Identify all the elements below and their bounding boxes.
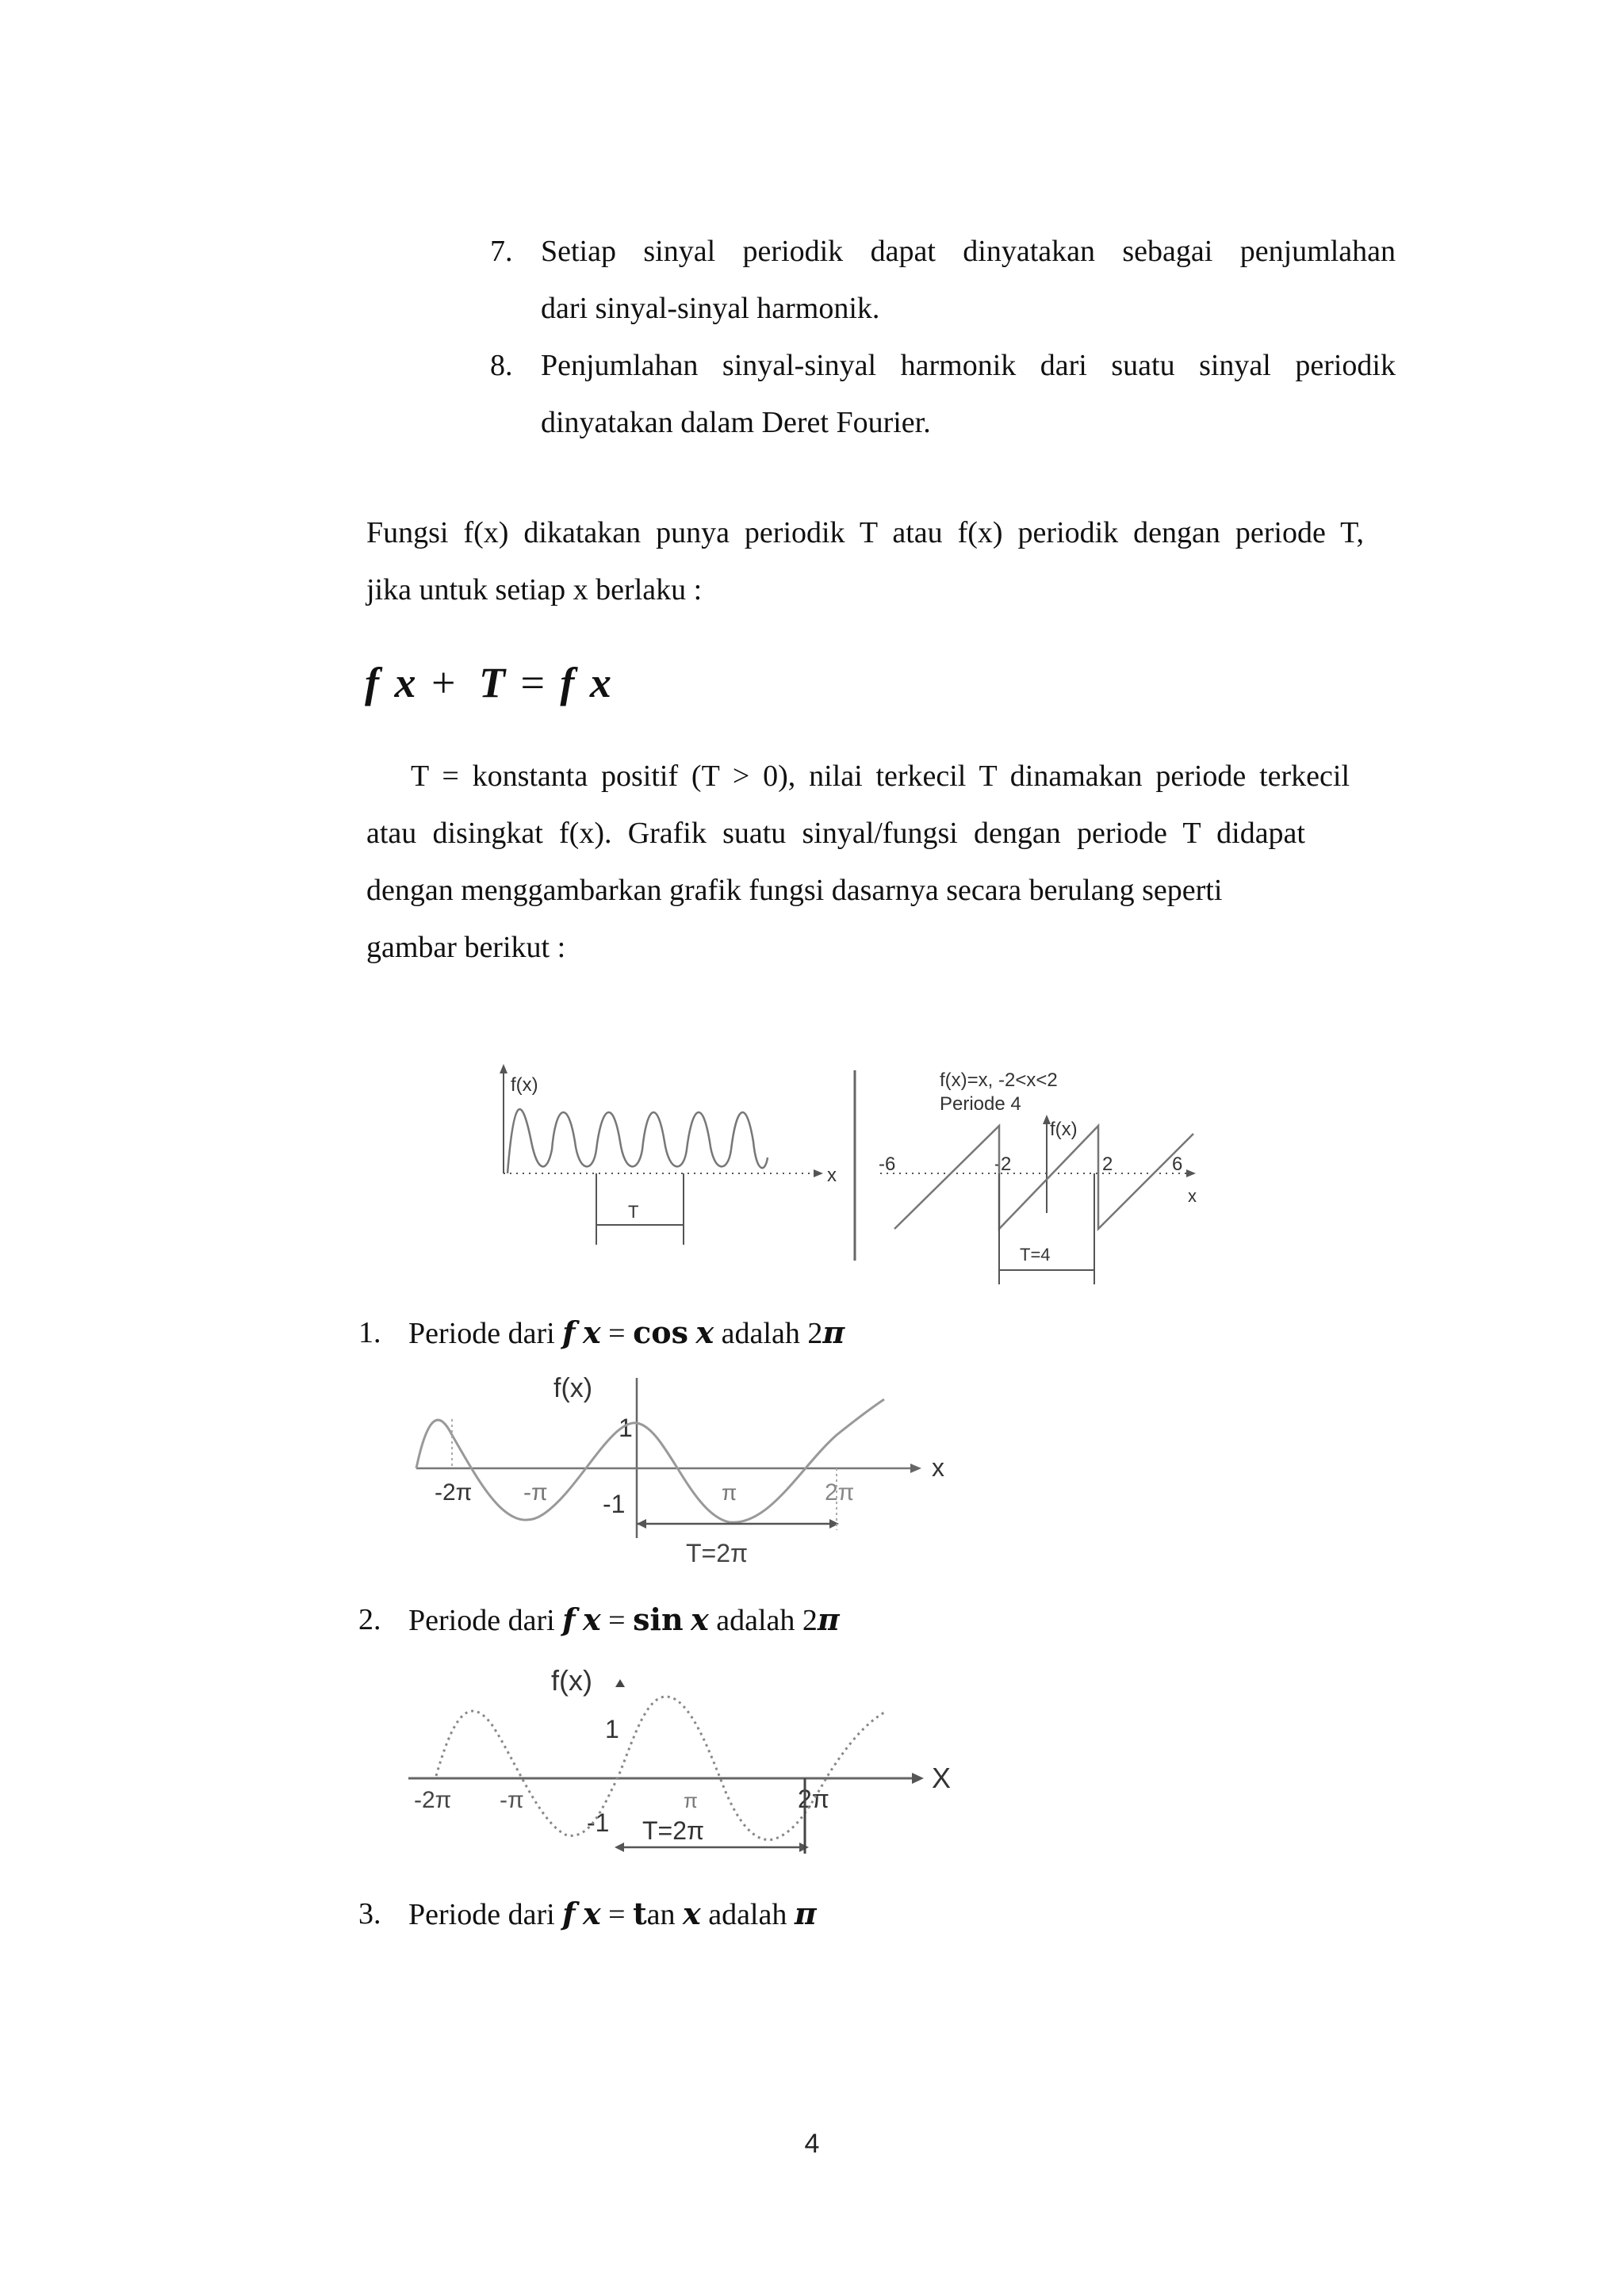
paragraph-line4: gambar berikut : [366, 931, 566, 964]
example-3-prefix: Periode dari [408, 1898, 555, 1931]
example-3-func-bold: t [633, 1896, 647, 1931]
definition-line1: Fungsi f(x) dikatakan punya periodik T atau f(x) periodik dengan periode T, [366, 516, 1364, 549]
paragraph-line2: atau disingkat f(x). Grafik suatu sinyal/fungsi dengan periode T didapat [366, 817, 1305, 850]
example-3-x: x [583, 1896, 601, 1931]
sin-graph [404, 1649, 975, 1871]
right-x-label: x [1188, 1186, 1197, 1206]
page-number: 4 [804, 2129, 820, 2159]
paragraph-line3: dengan menggambarkan grafik fungsi dasarnya secara berulang seperti [366, 874, 1223, 907]
example-1-text [408, 1314, 845, 1353]
sin-y-arrow [615, 1679, 625, 1687]
right-fx-label: f(x) [1050, 1119, 1078, 1140]
cos-T-arrow-right [829, 1519, 839, 1529]
list-item-7-line1: Setiap sinyal periodik dapat dinyatakan sebagai penjumlahan [541, 235, 1396, 268]
list-item-8-number: 8. [490, 349, 513, 382]
list-item-8-line1: Penjumlahan sinyal-sinyal harmonik dari suatu sinyal periodik [541, 349, 1396, 382]
left-x-arrow [814, 1169, 823, 1177]
right-tick-2: 2 [1102, 1154, 1113, 1175]
example-3-f: f [562, 1896, 576, 1931]
sin-tick-negpi: -π [500, 1787, 524, 1813]
cos-x-arrow [910, 1464, 921, 1473]
list-item-8-line2: dinyatakan dalam Deret Fourier. [541, 406, 931, 439]
left-T-label: T [628, 1202, 639, 1222]
example-1-x2: x [695, 1314, 714, 1350]
cos-x-label: x [932, 1453, 944, 1482]
cos-one-label: 1 [619, 1414, 633, 1442]
list-item-7-line2: dari sinyal-sinyal harmonik. [541, 292, 880, 325]
example-2-text [408, 1601, 840, 1640]
formula-f2: f [560, 659, 575, 706]
example-2-result-sym: π [817, 1601, 840, 1637]
sin-tick-2pi: 2π [798, 1785, 829, 1813]
sin-fx-label: f(x) [551, 1664, 592, 1697]
example-2-number: 2. [358, 1603, 381, 1636]
example-1-func: cos [633, 1314, 688, 1350]
example-2-result-num: 2 [802, 1604, 818, 1637]
sin-neg-one-label: -1 [587, 1808, 610, 1837]
left-y-arrow [500, 1064, 508, 1073]
formula-x2: x [589, 659, 611, 706]
right-tick-6: 6 [1172, 1154, 1183, 1175]
cos-T-arrow-left [637, 1519, 646, 1529]
list-item-7-number: 7. [490, 235, 513, 268]
formula-T: T [478, 659, 505, 706]
formula-f: f [365, 659, 379, 706]
formula-x: x [394, 659, 416, 706]
definition-line2: jika untuk setiap x berlaku : [366, 573, 703, 607]
example-1-result-sym: π [822, 1314, 845, 1350]
sawtooth-curve [894, 1126, 1193, 1229]
formula-plus: + [431, 659, 456, 706]
cos-tick-pi: π [722, 1480, 737, 1505]
cos-graph [404, 1364, 975, 1578]
example-1-x: x [583, 1314, 601, 1350]
formula-equals: = [520, 659, 545, 706]
sin-T-label: T=2π [642, 1816, 705, 1845]
sin-x-label: X [932, 1762, 952, 1794]
cos-curve [416, 1399, 884, 1522]
example-1-number: 1. [358, 1316, 381, 1349]
example-1-eq: = [608, 1317, 626, 1350]
example-2-mid: adalah [716, 1604, 795, 1637]
example-3-x2: x [683, 1896, 701, 1931]
cos-T-label: T=2π [686, 1539, 749, 1567]
example-3-mid: adalah [708, 1898, 787, 1931]
sin-one-label: 1 [605, 1715, 619, 1743]
right-tick-neg2: -2 [994, 1154, 1012, 1175]
cos-tick-negpi: -π [523, 1479, 548, 1506]
periodic-functions-figure [476, 1062, 1237, 1292]
example-2-func: sin [633, 1601, 684, 1637]
example-3-eq: = [608, 1898, 626, 1931]
example-2-eq: = [608, 1604, 626, 1637]
left-periodic-curve [508, 1109, 768, 1173]
cos-neg-one-label: -1 [603, 1490, 626, 1518]
periodicity-formula [365, 658, 611, 707]
example-1-mid: adalah [721, 1317, 800, 1350]
left-x-label: x [827, 1165, 837, 1186]
right-formula-label: f(x)=x, -2<x<2 [940, 1070, 1058, 1091]
example-3-number: 3. [358, 1897, 381, 1931]
example-1-prefix: Periode dari [408, 1317, 555, 1350]
right-x-arrow [1186, 1169, 1196, 1177]
cos-tick-neg2pi: -2π [435, 1479, 473, 1506]
example-1-f: f [562, 1314, 576, 1350]
left-fx-label: f(x) [511, 1074, 538, 1096]
example-3-func-rest: an [646, 1898, 676, 1931]
sin-tick-pi: π [684, 1789, 698, 1812]
example-2-prefix: Periode dari [408, 1604, 555, 1637]
sin-x-arrow [912, 1773, 924, 1784]
example-2-x: x [583, 1601, 601, 1637]
cos-fx-label: f(x) [553, 1373, 593, 1403]
example-1-result-num: 2 [807, 1317, 823, 1350]
right-period-label: Periode 4 [940, 1093, 1021, 1115]
cos-tick-2pi: 2π [825, 1479, 855, 1506]
example-2-x2: x [691, 1601, 709, 1637]
example-3-result-sym: π [794, 1896, 817, 1931]
sin-T-arrow-left [615, 1843, 624, 1852]
right-T-label: T=4 [1020, 1245, 1051, 1265]
paragraph-line1: T = konstanta positif (T > 0), nilai terkecil T dinamakan periode terkecil [411, 760, 1350, 793]
example-2-f: f [562, 1601, 576, 1637]
right-tick-neg6: -6 [879, 1154, 896, 1175]
example-3-text [408, 1895, 817, 1934]
sin-tick-neg2pi: -2π [414, 1787, 452, 1813]
